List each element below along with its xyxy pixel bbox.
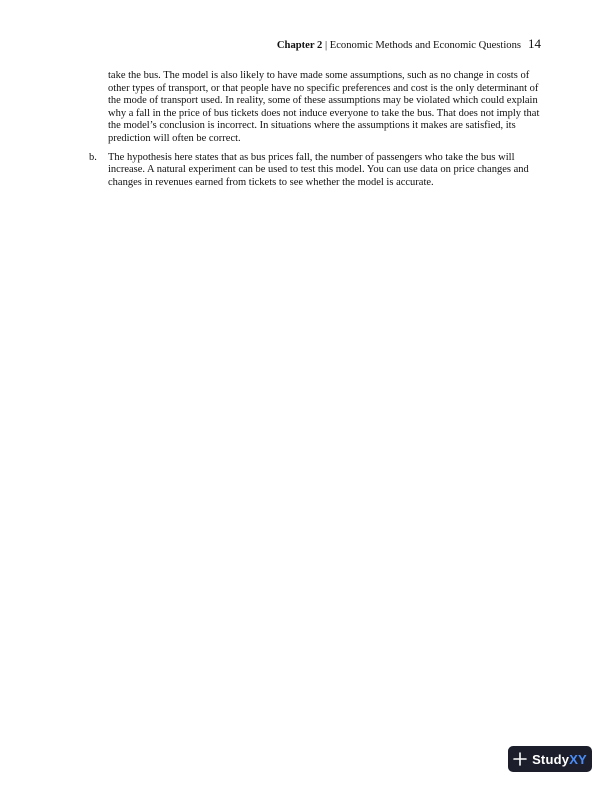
studyxy-badge[interactable] (508, 746, 592, 772)
list-item (89, 152, 541, 190)
list-marker: b. (89, 151, 97, 163)
chapter-title: Economic Methods and Economic Questions (329, 40, 521, 51)
page-content (89, 70, 541, 189)
plus-icon (513, 752, 527, 766)
continuation-paragraph: take the bus. The model is also likely to have made some assumptions, such as no change in costs of other types of transport, or that people have no specific preferences and cost is the only determinant of the mode of transport used. In reality, some of these assumptions may be violated which could explain why a fall in the price of bus tickets does not induce everyone to take the bus. That does not imply that the model’s conclusion is incorrect. In situations where the assumptions it makes are satisfied, its prediction will often be correct. (108, 70, 540, 144)
header-separator: | (322, 40, 330, 51)
chapter-label: Chapter 2 (276, 40, 323, 51)
brand-main: Study (532, 751, 570, 767)
brand-accent: XY (569, 751, 587, 767)
list-item-text: The hypothesis here states that as bus prices fall, the number of passengers who take the bus will increase. A natural experiment can be used to test this model. You can use data on price changes and changes in revenues earned from tickets to see whether the model is accurate. (108, 151, 529, 188)
studyxy-logo-text (532, 752, 587, 767)
page-number: 14 (528, 36, 541, 51)
page-header (277, 37, 541, 52)
